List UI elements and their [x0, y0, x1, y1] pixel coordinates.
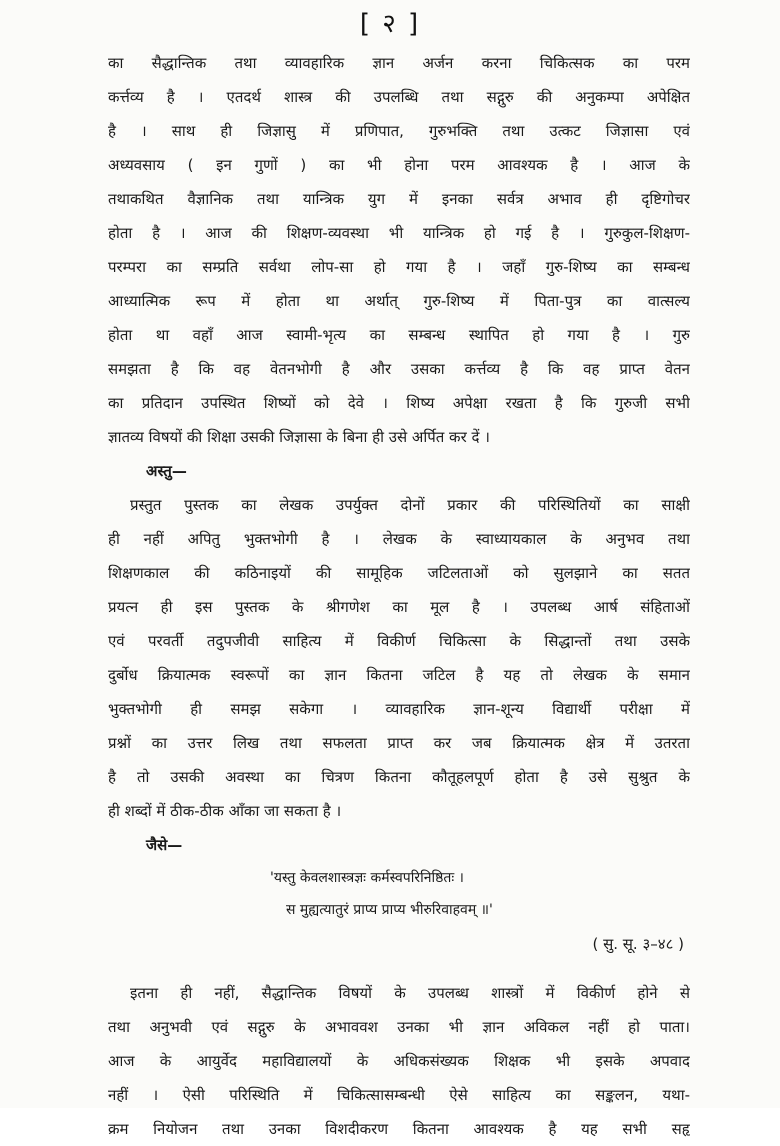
paragraph-gap: [108, 962, 690, 976]
text-line: शिक्षणकाल की कठिनाइयों की सामूहिक जटिलताओं को सुलझाने का सतत: [108, 564, 690, 582]
text-line: है तो उसकी अवस्था का चित्रण कितना कौतूहलपूर्ण होता है उसे सुश्रुत के: [108, 768, 690, 786]
sanskrit-verse: [108, 862, 690, 926]
text-line: तथा अनुभवी एवं सद्गुरु के अभाववश उनका भी ज्ञान अविकल नहीं हो पाता।: [108, 1018, 690, 1036]
text-line: ही शब्दों में ठीक-ठीक आँका जा सकता है ।: [108, 802, 342, 820]
page-number: [ २ ]: [359, 9, 421, 39]
paragraph-1: [108, 46, 690, 454]
text-line: का प्रतिदान उपस्थित शिष्यों को देवे । शिष्य अपेक्षा रखता है कि गुरुजी सभी: [108, 394, 690, 412]
text-line: अध्यवसाय ( इन गुणों ) का भी होना परम आवश्यक है । आज के: [108, 156, 690, 174]
text-line: होता था वहाँ आज स्वामी-भृत्य का सम्बन्ध स्थापित हो गया है । गुरु: [108, 326, 690, 344]
text-line: इतना ही नहीं, सैद्धान्तिक विषयों के उपलब्ध शास्त्रों में विकीर्ण होने से: [130, 984, 690, 1002]
text-line: नहीं । ऐसी परिस्थिति में चिकित्सासम्बन्धी ऐसे साहित्य का सङ्कलन, यथा-: [108, 1086, 690, 1104]
text-line: प्रस्तुत पुस्तक का लेखक उपर्युक्त दोनों प्रकार की परिस्थितियों का साक्षी: [130, 496, 690, 514]
paragraph-3: [108, 976, 690, 1146]
text-line: प्रश्नों का उत्तर लिख तथा सफलता प्राप्त कर जब क्रियात्मक क्षेत्र में उतरता: [108, 734, 690, 752]
section-heading-astu: अस्तु—: [146, 462, 187, 480]
text-line: दुर्बोध क्रियात्मक स्वरूपों का ज्ञान कितना जटिल है यह तो लेखक के समान: [108, 666, 690, 684]
text-line: एवं परवर्ती तदुपजीवी साहित्य में विकीर्ण चिकित्सा के सिद्धान्तों तथा उसके: [108, 632, 690, 650]
paragraph-2: [108, 488, 690, 828]
verse-line: 'यस्तु केवलशास्त्रज्ञः कर्मस्वपरिनिष्ठितः ।: [270, 870, 464, 886]
text-line: तथाकथित वैज्ञानिक तथा यान्त्रिक युग में इनका सर्वत्र अभाव ही दृष्टिगोचर: [108, 190, 690, 208]
verse-citation: ( सु. सू. ३–४८ ): [592, 935, 684, 953]
text-line: प्रयत्न ही इस पुस्तक के श्रीगणेश का मूल है । उपलब्ध आर्ष संहिताओं: [108, 598, 690, 616]
text-line: भुक्तभोगी ही समझ सकेगा । व्यावहारिक ज्ञान-शून्य विद्यार्थी परीक्षा में: [108, 700, 690, 718]
text-line: होता है । आज की शिक्षण-व्यवस्था भी यान्त्रिक हो गई है । गुरुकुल-शिक्षण-: [108, 224, 690, 242]
text-line: है । साथ ही जिज्ञासु में प्रणिपात, गुरुभक्ति तथा उत्कट जिज्ञासा एवं: [108, 122, 690, 140]
text-line: ही नहीं अपितु भुक्तभोगी है । लेखक के स्वाध्यायकाल के अनुभव तथा: [108, 530, 690, 548]
text-line: का सैद्धान्तिक तथा व्यावहारिक ज्ञान अर्जन करना चिकित्सक का परम: [108, 54, 690, 72]
section-heading-jaise: जैसे—: [146, 836, 183, 854]
text-line: कर्त्तव्य है । एतदर्थ शास्त्र की उपलब्धि तथा सद्गुरु की अनुकम्पा अपेक्षित: [108, 88, 690, 106]
text-line: ज्ञातव्य विषयों की शिक्षा उसकी जिज्ञासा के बिना ही उसे अर्पित कर दें ।: [108, 428, 490, 446]
text-line: क्रम नियोजन तथा उनका विशदीकरण कितना आवश्यक है यह सभी सहृ: [108, 1120, 690, 1138]
text-line: परम्परा का सम्प्रति सर्वथा लोप-सा हो गया है । जहाँ गुरु-शिष्य का सम्बन्ध: [108, 258, 690, 276]
text-line: समझता है कि वह वेतनभोगी है और उसका कर्त्तव्य है कि वह प्राप्त वेतन: [108, 360, 690, 378]
text-line: आध्यात्मिक रूप में होता था अर्थात् गुरु-शिष्य में पिता-पुत्र का वात्सल्य: [108, 292, 690, 310]
verse-line: स मुह्यत्यातुरं प्राप्य प्राप्य भीरुरिवाहवम् ॥': [286, 902, 493, 918]
text-line: आज के आयुर्वेद महाविद्यालयों के अधिकसंख्यक शिक्षक भी इसके अपवाद: [108, 1052, 690, 1070]
body-text: [108, 46, 690, 1146]
